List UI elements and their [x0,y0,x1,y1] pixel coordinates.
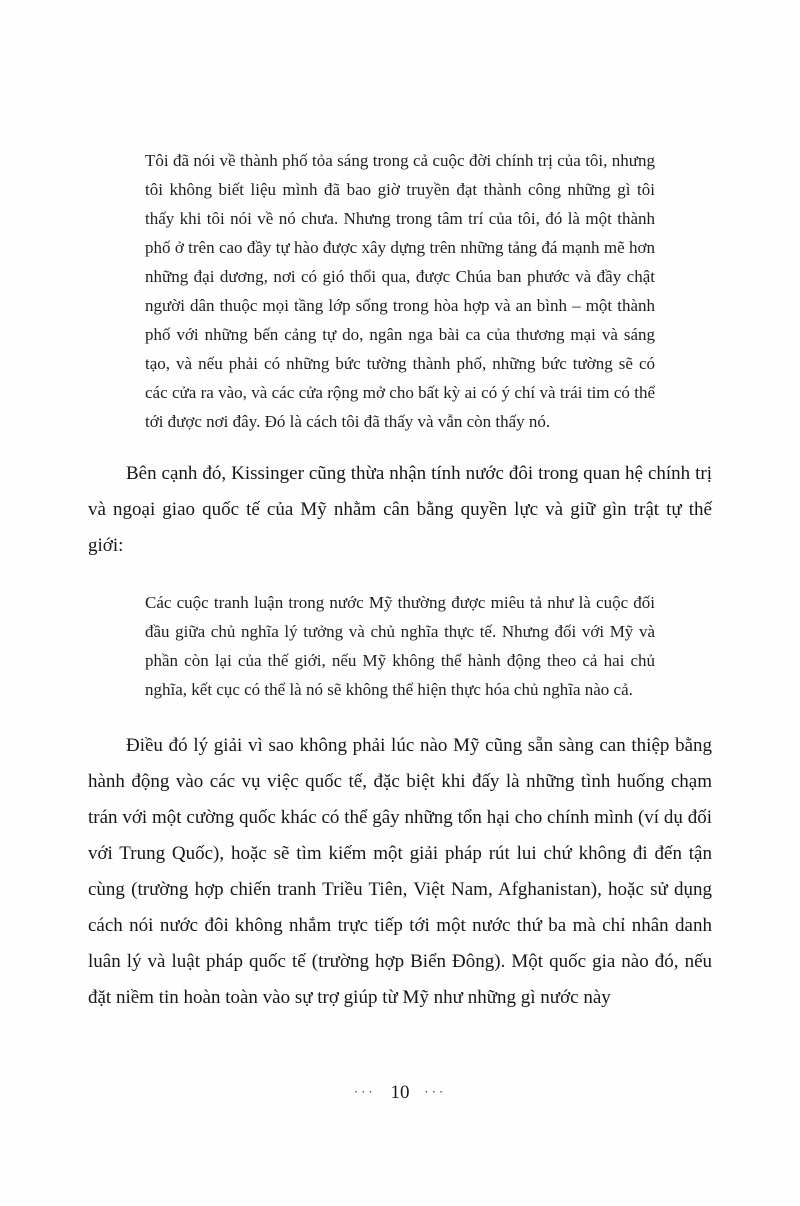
footer-ornament-left: ··· [353,1084,376,1099]
blockquote-city-on-hill: Tôi đã nói về thành phố tỏa sáng trong cả cuộc đời chính trị của tôi, nhưng tôi không biết liệu mình đã bao giờ truyền đạt thành công những gì tôi thấy khi tôi nói về nó chưa. Nhưng trong tâm trí của tôi, đó là một thành phố ở trên cao đầy tự hào được xây dựng trên những tảng đá mạnh mẽ hơn những đại dương, nơi có gió thổi qua, được Chúa ban phước và đầy chật người dân thuộc mọi tầng lớp sống trong hòa hợp và an bình – một thành phố với những bến cảng tự do, ngân nga bài ca của thương mại và sáng tạo, và nếu phải có những bức tường thành phố, những bức tường sẽ có các cửa ra vào, và các cửa rộng mở cho bất kỳ ai có ý chí và trái tim có thể tới được nơi đây. Đó là cách tôi đã thấy và vẫn còn thấy nó. [145,151,655,431]
paragraph-explanation: Điều đó lý giải vì sao không phải lúc nào Mỹ cũng sẵn sàng can thiệp bằng hành động vào các vụ việc quốc tế, đặc biệt khi đấy là những tình huống chạm trán với một cường quốc khác có thể gây những tổn hại cho chính mình (ví dụ đối với Trung Quốc), hoặc sẽ tìm kiếm một giải pháp rút lui chứ không đi đến tận cùng (trường hợp chiến tranh Triều Tiên, Việt Nam, Afghanistan), hoặc sử dụng cách nói nước đôi không nhắm trực tiếp tới một nước thứ ba mà chỉ nhân danh luân lý và luật pháp quốc tế (trường hợp Biển Đông). Một quốc gia nào đó, nếu đặt niềm tin hoàn toàn vào sự trợ giúp từ Mỹ như những gì nước này [88,735,712,1008]
page-footer [0,1082,800,1104]
footer-ornament-right: ··· [424,1084,447,1099]
page-number: 10 [390,1082,410,1103]
paragraph-kissinger-intro: Bên cạnh đó, Kissinger cũng thừa nhận tính nước đôi trong quan hệ chính trị và ngoại giao quốc tế của Mỹ nhằm cân bằng quyền lực và giữ gìn trật tự thế giới: [88,463,712,556]
blockquote-us-debates: Các cuộc tranh luận trong nước Mỹ thường được miêu tả như là cuộc đối đầu giữa chủ nghĩa lý tưởng và chủ nghĩa thực tế. Nhưng đối với Mỹ và phần còn lại của thế giới, nếu Mỹ không thể hành động theo cả hai chủ nghĩa, kết cục có thể là nó sẽ không thể hiện thực hóa chủ nghĩa nào cả. [145,593,655,699]
